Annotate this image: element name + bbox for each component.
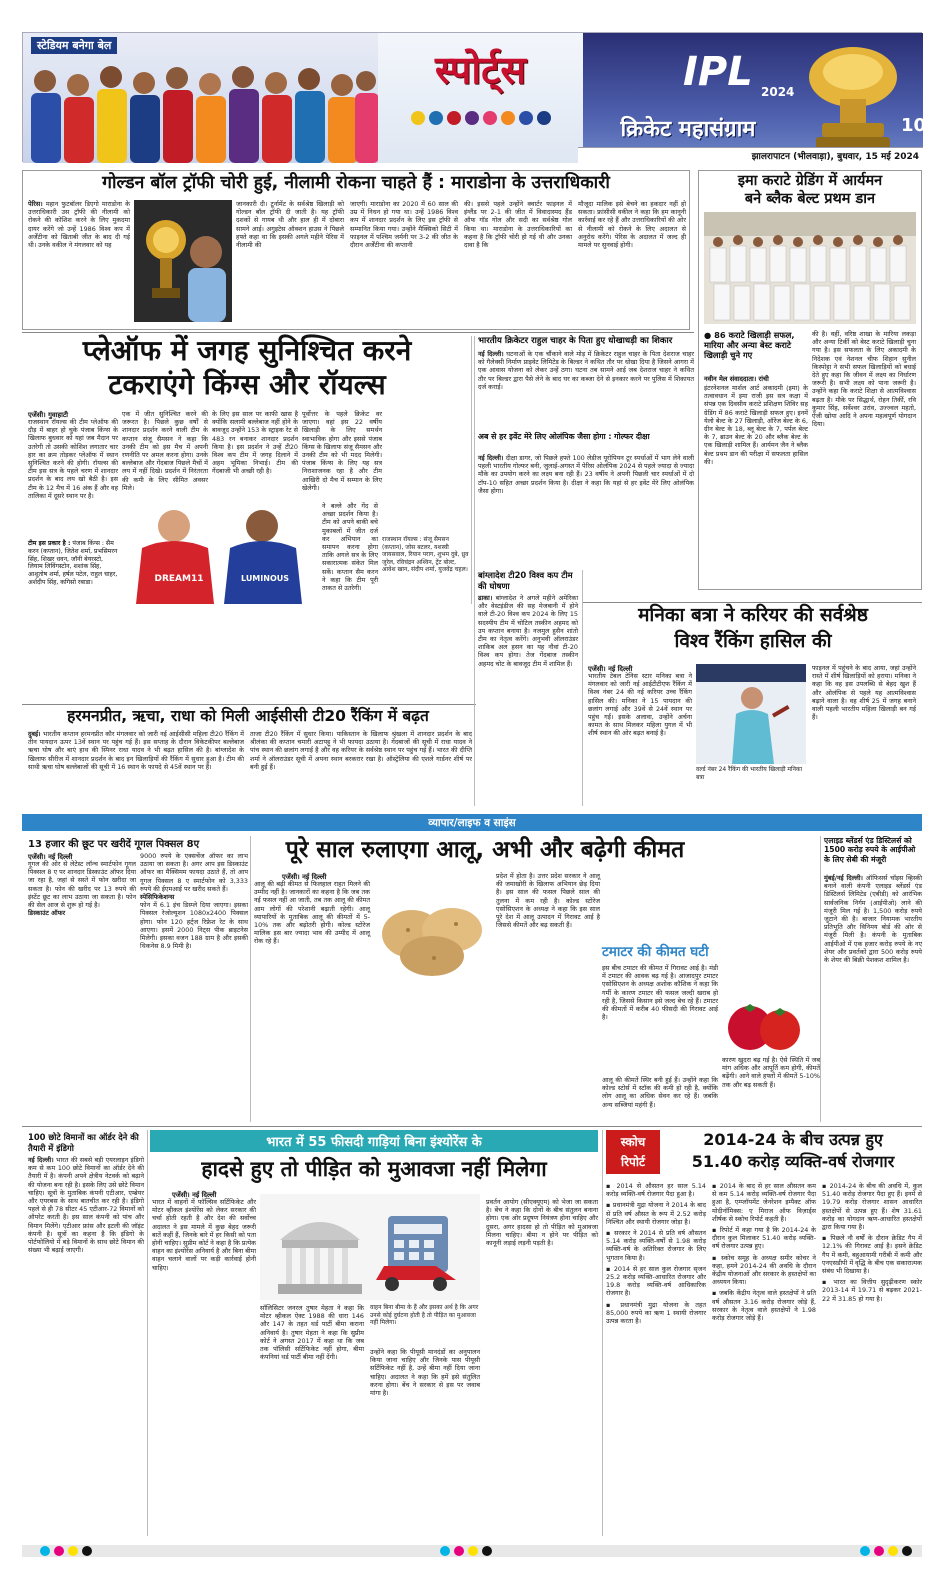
- maradona-headline: गोल्डन बॉल ट्रॉफी चोरी हुई, नीलामी रोकना चाहते हैं : माराडोना के उत्तराधिकारी: [102, 173, 610, 193]
- icc-dateline: दुबई।: [28, 730, 41, 738]
- jersey-luminous: LUMINOUS: [241, 574, 289, 583]
- scotch-c3-text: भारत का वित्तीय सुदृढ़ीकरण स्कोर 2013-14 में 19.71 से बढ़कर 2021-22 में 31.85 हो गया है।: [822, 1278, 922, 1303]
- scotch-col-1: [606, 1182, 706, 1536]
- tomato-photo: [722, 992, 806, 1054]
- scotch-c3-text: पिछले नौ वर्षों के दौरान क्रेडिट गैप में 12.1% की गिरावट आई है। इसने क्रेडिट गैप में कमी, बहुआयामी गरीबी में कमी और एनएसडीपी में वृद्धि के बीच एक सकारात्मक संबंध भी दिखाया है।: [822, 1234, 923, 1276]
- scotch-c2-text: रिपोर्ट में कहा गया है कि 2014-24 के दौरान कुल मिलाकर 51.40 करोड़ व्यक्ति-वर्ष रोजगार उत्पन्न हुए।: [712, 1226, 816, 1251]
- insurance-col-3: प्रवर्तन आयोग (सीएक्यूएम) को भेजा जा सकता है। बेंच ने कहा कि दोनों के बीच संतुलन बनाना होगा। एक ओर प्रदूषण नियंत्रण होना चाहिए और दूसरा, अगर हादसा हो तो पीड़ित को मुआवजा मिलना चाहिए। बीमा न होने पर पीड़ित को कानूनी लड़ाई लड़नी पड़ती है।: [486, 1198, 598, 1248]
- tomato-body: इस बीच टमाटर की कीमत में गिरावट आई है। मंडी में टमाटर की आवक बढ़ गई है। आजादपुर टमाटर एसोसिएशन के अध्यक्ष अशोक कौशिक ने कहा कि गर्मी के कारण टमाटर की फसल जल्दी खराब हो रही है, जिससे किसान इसे जल्द बेच रहे हैं। टमाटर की कीमतों में करीब 40 फीसदी की गिरावट आई है।: [602, 964, 718, 1022]
- scotch-c2-text: जबकि केंद्रीय नेतृत्व वाले हस्तक्षेपों ने प्रति वर्ष औसतन 3.16 करोड़ रोजगार जोड़े हैं, सरकार के नेतृत्व वाले हस्तक्षेपों ने 1.98 करोड़ रोजगार जोड़े हैं।: [712, 1289, 816, 1323]
- scotch-c1-text: 2014 से औसतन हर साल 5.14 करोड़ व्यक्ति-वर्ष रोजगार पैदा हुआ है।: [606, 1182, 706, 1199]
- insurance-banner-text: भारत में 55 फीसदी गाड़ियां बिना इंश्योरेंस के: [266, 1135, 482, 1150]
- karate-subhead: [704, 330, 808, 360]
- karate-subhead-text: 86 कराटे खिलाड़ी सफल, मारिया और अन्या बेस्ट कराटे खिलाड़ी चुने गए: [704, 330, 795, 360]
- planes-headline: 100 छोटे विमानों का ऑर्डर देने की तैयारी में इंडिगो: [28, 1132, 139, 1153]
- trophy-illustration: [788, 37, 918, 157]
- scotch-badge-2: रिपोर्ट: [621, 1155, 645, 1169]
- google-col-2: [140, 852, 248, 1068]
- registration-mark: [82, 1546, 92, 1556]
- karate-col-1: इंटरनेशनल मार्शल आर्ट अकादमी (इमा) के तत्वावधान में इमा राजी इस सत्र कक्षा में संपन्न एक दिवसीय कराटे प्रशिक्षण शिविर सह ग्रेडिंग में 86 कराटे खिलाड़ी सफल हुए। इनमें येलो बेल्ट के 27 खिलाड़ी, ऑरेंज बेल्ट के 6, ग्रीन बेल्ट के 18, ब्लू बेल्ट के 7, पर्पल बेल्ट के 7, ब्राउन बेल्ट के 20 और ब्लैक बेल्ट के एक खिलाड़ी शामिल हैं। आर्यमन जैन ने ब्लैक बेल्ट प्रथम डान की परीक्षा में सफलता हासिल की।: [704, 384, 808, 466]
- ipl-year: 2024: [761, 85, 795, 99]
- scotch-c2-item: ▪ स्कोच समूह के अध्यक्ष समीर कोचर ने कहा, हमने 2014-24 की अवधि के दौरान केंद्रीय योजनाओं और सरकार के हस्तक्षेपों का अध्ययन किया।: [712, 1253, 816, 1287]
- bangladesh-body: [478, 594, 578, 806]
- scotch-c3-item: ▪ पिछले नौ वर्षों के दौरान क्रेडिट गैप में 12.1% की गिरावट आई है। इसने क्रेडिट गैप में कमी, बहुआयामी गरीबी में कमी और एनएसडीपी में वृद्धि के बीच एक सकारात्मक संबंध भी दिखाया है।: [822, 1234, 923, 1276]
- maradona-col-4: की। इससे पहले उन्होंने क्वार्टर फाइनल में इंग्लैंड पर 2-1 की जीत में विवादास्पद हैंड ऑफ गॉड गोल और सदी का सर्वश्रेष्ठ गोल किया था। माराडोना के उत्तराधिकारियों का कहना है कि ट्रॉफी चोरी हो गई थी और उनका दावा है कि: [464, 200, 572, 250]
- bangladesh-headline: बांग्लादेश टी20 विश्व कप टीम की घोषणा: [478, 570, 573, 591]
- icc-headline: हरमनप्रीत, ऋचा, राधा को मिली आईसीसी टी20 रैंकिंग में बढ़त: [67, 707, 429, 725]
- potato-col-2: प्रदेश में होता है। उत्तर प्रदेश सरकार ने आलू की जमाखोरी के खिलाफ अभियान छेड़ दिया है। इस साल की फसल पिछले साल की तुलना में कम रही है। कोल्ड स्टोरेज एसोसिएशन के अध्यक्ष ने कहा कि इस साल पूरे देश में आलू उत्पादन में गिरावट आई है जिससे कीमतें और बढ़ सकती हैं।: [496, 872, 600, 930]
- registration-mark: [468, 1546, 478, 1556]
- deeksha-headline: अब से हर इवेंट मेरे लिए ओलंपिक जैसा होगा : गोल्फर दीक्षा: [478, 432, 650, 441]
- registration-mark: [68, 1546, 78, 1556]
- manika-headline-2: विश्व रैंकिंग हासिल की: [674, 630, 832, 652]
- ipl-panel: [583, 33, 927, 163]
- collage-caption: स्टेडियम बनेगा बेल: [31, 37, 117, 54]
- divider: [147, 1130, 148, 1536]
- manika-photo-art: [696, 664, 806, 764]
- icc-col-1: [28, 730, 244, 806]
- playoff-col-3: के लिए इस साल पर काफी खास है क्योंकि सलामी बल्लेबाज नहीं होने के बावजूद उन्होंने 153 के स्ट्राइक रेट से 483 रन बनाकर शानदार प्रदर्शन किया है। इस प्रदर्शन ने उन्हें टी20 विश्व कप टीम में जगह दिलाने में अहम भूमिका निभाई। टीम की गेंदबाजी भी अच्छी रही है।: [212, 410, 298, 476]
- maradona-col1-text: महान फुटबॉलर डिएगो माराडोना के उत्तराधिकारी उस ट्रॉफी की नीलामी को रोकने की कोशिश करने के लिए मुकदमा दायर करेंगे जो उन्हें 1986 विश्व कप में अर्जेंटीना को खिताबी जीत के बाद दी गई थी। उनके वकील ने मंगलवार को यह: [28, 200, 130, 250]
- divider: [582, 570, 583, 806]
- planes-body-text: भारत की सबसे बड़ी एयरलाइन इंडिगो कम से कम 100 छोटे विमानों का ऑर्डर देने की तैयारी में है। कंपनी अपने क्षेत्रीय नेटवर्क को बढ़ाने की योजना बना रही है। इसके लिए उसे छोटे विमान चाहिए। सूत्रों के मुताबिक कंपनी एटीआर, एम्ब्रेयर और एयरबस के साथ बातचीत कर रही है। इंडिगो पहले से ही 78 सीटर 45 एटीआर-72 विमानों को ऑपरेट करती है। इस साल कंपनी को पांच और विमान मिलेंगे। एटीआर फ्रांस और इटली की जॉइंट कंपनी है। सूत्रों का कहना है कि इंडिगो के पोर्टफोलियो में बड़े विमानों के साथ छोटे विमान की संख्या भी बढ़ाई जाएगी।: [28, 1156, 144, 1255]
- rahul-dateline: नई दिल्ली।: [478, 350, 504, 358]
- scotch-c3-item: ▪ 2014-24 के बीच की अवधि में, कुल 51.40 करोड़ रोजगार पैदा हुए हैं। इनमें से 19.79 करोड़ रोजगार शासन आधारित हस्तक्षेपों से उत्पन्न हुए हैं। शेष 31.61 करोड़ का योगदान ऋण-आधारित हस्तक्षेपों द्वारा किया गया है।: [822, 1182, 922, 1232]
- trophy-photo: [134, 200, 232, 322]
- karate-col-2: की है। वहीं, वरिष्ठ शाखा के मारिया लकड़ा और अन्या टिर्की को बेस्ट कराटे खिलाड़ी चुना गया है। इस सफलता के लिए अकादमी के निदेशक एवं नेशनल चीफ शिहान सुनील किस्पोट्टा ने सभी सफल खिलाड़ियों को बधाई देते हुए कहा कि जीवन में लक्ष्य का निर्धारण जरूरी है। सभी लक्ष्य को पाना जरूरी है। उन्होंने कहा कि कराटे शिक्षा से आत्मविश्वास बढ़ता है। मौके पर सिद्धार्थ, रोहन तिर्की, रवि कुमार सिंह, सर्वेश्वर उरांव, उज्ज्वल महतो, ऐंजी खोया आदि ने अपना महत्वपूर्ण योगदान दिया।: [812, 330, 916, 429]
- deeksha-body: [478, 454, 694, 566]
- planes-body: [28, 1156, 144, 1536]
- potato-photo: [372, 894, 492, 980]
- paper-title: स्पोर्ट्स: [434, 47, 527, 92]
- maradona-dateline: पेरिस।: [28, 200, 43, 208]
- jersey-dream11: DREAM11: [154, 574, 204, 584]
- sebi-headline: एलाइड ब्लेंडर्स एंड डिस्टिलर्स को 1500 करोड़ रुपये के आईपीओ के लिए सेबी की मंजूरी: [824, 836, 916, 864]
- playoff-teams-list: पंजाब किंग्स : सैम करन (कप्तान), जितेश शर्मा, प्रभसिमरन सिंह, शिखर धवन, जॉनी बेयरस्टो, लियाम लिविंगस्टोन, शशांक सिंह, आशुतोष शर्मा, हर्षल पटेल, राहुल चाहर, अर्शदीप सिंह, कगिसो रबाडा।: [28, 540, 118, 586]
- registration-mark: [482, 1546, 492, 1556]
- trophy-photo-art: [134, 200, 232, 322]
- scotch-c2-text: 2014 के बाद से हर साल औसतन कम से कम 5.14 करोड़ व्यक्ति-वर्ष रोजगार पैदा हुआ है, एम्प्लॉयमेंट जेनरेशन इम्पैक्ट ऑफ मोदीनॉमिक्स: ए मिराज ऑफ विज़ार्ड्स शीर्षक से स्कोच रिपोर्ट कहती है।: [712, 1182, 816, 1223]
- business-banner-label: व्यापार/लाइफ व साइंस: [428, 817, 516, 829]
- maradona-col-5: मौजूदा मालिक इसे बेचने का हकदार नहीं हो सकता। फ्रांसीसी वकील ने कहा कि हम कानूनी कार्रवाई कर रहे हैं और उत्तराधिकारियों की ओर से नीलामी को रोकने के लिए अदालत से अनुरोध करेंगे। पेरिस के अदालत में जल्द ही मामले पर सुनवाई होगी।: [578, 200, 686, 250]
- scotch-c2-item: ▪ 2014 के बाद से हर साल औसतन कम से कम 5.14 करोड़ व्यक्ति-वर्ष रोजगार पैदा हुआ है, एम्प्लॉयमेंट जेनरेशन इम्पैक्ट ऑफ मोदीनॉमिक्स: ए मिराज ऑफ विज़ार्ड्स शीर्षक से स्कोच रिपोर्ट कहती है।: [712, 1182, 816, 1223]
- bangladesh-dateline: ढाका।: [478, 594, 493, 602]
- scotch-c1-item: ▪ प्रधानमंत्री मुद्रा योजना के तहत 85,000 रुपये का ऋण 1 स्थायी रोजगार उत्पन्न करता है।: [606, 1300, 706, 1326]
- maradona-col-2: जानकारी दी। टूर्नामेंट के सर्वश्रेष्ठ खिलाड़ी को गोल्डन बॉल ट्रॉफी दी जाती है। यह ट्रॉफी दशकों से गायब थी और हाल ही में दोबारा सामने आई। अगुइटेस ऑक्शन हाउस ने पिछले हफ्ते कहा था कि इसकी अगले महीने पेरिस में नीलामी की: [236, 200, 344, 250]
- manika-dateline: एजेंसी। नई दिल्ली: [588, 665, 633, 673]
- playoff-teams: [28, 540, 118, 600]
- registration-mark: [874, 1546, 884, 1556]
- divider: [582, 602, 922, 603]
- manika-col-1: भारतीय टेबल टेनिस स्टार मनिका बत्रा ने मंगलवार को जारी नई आईटीटीएफ रैंकिंग में विश्व नंबर 24 की नई करियर उच्च रैंकिंग हासिल की। मनिका ने 15 पायदान की छलांग लगाई और 39वें से 24वें स्थान पर पहुंच गईं। इसके अलावा, उन्होंने अर्चना कामत के साथ मिलकर महिला युगल में भी शीर्ष स्थान की ओर बढ़त बनाई है।: [588, 672, 692, 738]
- tomato-illustration: [722, 992, 806, 1054]
- google-headline: 13 हजार की छूट पर खरीदें गूगल पिक्सल 8ए: [28, 839, 200, 850]
- scotch-badge-1: स्कोच: [620, 1135, 646, 1149]
- karate-dateline: नवीन मेल संवाददाता। रांची: [704, 375, 769, 383]
- registration-mark: [860, 1546, 870, 1556]
- scotch-c1-item: ▪ प्रधानमंत्री मुद्रा योजना ने 2014 के बाद से प्रति वर्ष औसत के रूप में 2.52 करोड़ निश्चित और स्थायी रोजगार जोड़ा है।: [606, 1201, 706, 1226]
- ipl-logo: IPL: [683, 49, 753, 95]
- insurance-headline: हादसे हुए तो पीड़ित को मुआवजा नहीं मिलेगा: [201, 1157, 547, 1181]
- page-number: 10: [901, 115, 927, 136]
- team-logos-strip: [388, 111, 573, 131]
- scotch-col-3: [822, 1182, 922, 1536]
- google-col3-text: फोन में 6.1 इंच डिस्प्ले दिया जाएगा। इसका पिक्सल रेजोल्यूशन 1080x2400 पिक्सल होगा। फोन 120 हर्ट्ज रिफ्रेश रेट के साथ आएगा। इसमें 2000 निट्स पीक ब्राइटनेस मिलेगी। इसका वजन 188 ग्राम है और इसकी थिकनेस 8.9 मिमी है।: [140, 901, 248, 951]
- court-car-photo: [260, 1194, 480, 1300]
- google-dateline: एजेंसी। नई दिल्ली: [28, 853, 73, 861]
- masthead-center: [378, 33, 583, 163]
- potato-illustration: [372, 894, 492, 980]
- players-collage: [23, 33, 378, 163]
- divider: [250, 836, 251, 1122]
- scotch-c1-item: ▪ 2014 से औसतन हर साल 5.14 करोड़ व्यक्ति-वर्ष रोजगार पैदा हुआ है।: [606, 1182, 706, 1199]
- scotch-c2-text: स्कोच समूह के अध्यक्ष समीर कोचर ने कहा, हमने 2014-24 की अवधि के दौरान केंद्रीय योजनाओं और सरकार के हस्तक्षेपों का अध्ययन किया।: [712, 1253, 816, 1287]
- registration-mark: [902, 1546, 912, 1556]
- subtitle: क्रिकेट महासंग्राम: [620, 117, 756, 142]
- scotch-c3-text: 2014-24 के बीच की अवधि में, कुल 51.40 करोड़ रोजगार पैदा हुए हैं। इनमें से 19.79 करोड़ रोजगार शासन आधारित हस्तक्षेपों से उत्पन्न हुए हैं। शेष 31.61 करोड़ का योगदान ऋण-आधारित हस्तक्षेपों द्वारा किया गया है।: [822, 1182, 922, 1232]
- players-photo-art: [122, 504, 318, 604]
- playoff-col-4: पूर्वोत्तर के पहले क्रिकेट वर जाएगा। वहां इस 22 वर्षीय खिलाड़ी के लिए समर्थन स्वाभाविक होगा और इससे पंजाब किंग्स के खिलाफ संजू सैमसन और उनकी टीम को भी मदद मिलेगी। पंजाब किंग्स के लिए यह सत्र निराशाजनक रहा है और टीम आखिरी दो मैच में सम्मान के लिए खेलेगी।: [302, 410, 382, 492]
- registration-mark: [454, 1546, 464, 1556]
- sebi-body: [824, 874, 922, 1120]
- divider: [22, 332, 694, 333]
- sebi-dateline: मुंबई/नई दिल्ली।: [824, 874, 863, 882]
- rahul-body-text: घटनाओं के एक चौंकाने वाले मोड़ में क्रिकेटर राहुल चाहर के पिता देशराज चाहर को गैलेक्सी निर्माण प्राइवेट लिमिटेड के बिल्डर ने कथित तौर पर धोखा दिया है जिसने आगरा में एक आवास योजना को लेकर उन्हें ठगा। घटना तब सामने आई जब देशराज चाहर ने कथित तौर पर बिल्डर द्वारा पैसे लेने के बाद घर का कब्जा देने से इनकार करने पर पुलिस में शिकायत दर्ज कराई।: [478, 350, 694, 391]
- divider: [22, 1126, 922, 1127]
- tomato-body-2: आलू की कीमतें स्थिर बनी हुई हैं। उन्होंने कहा कि कोल्ड स्टोर्स में स्टॉक की कमी हो रही है, क्योंकि लोग आलू का अधिक सेवन कर रहे हैं। जबकि अन्य सब्जियां महंगी हैं।: [602, 1076, 718, 1109]
- masthead: [22, 32, 927, 162]
- scotch-c1-item: ▪ सरकार ने 2014 से प्रति वर्ष औसतन 5.14 करोड़ व्यक्ति-वर्षों से 1.98 करोड़ व्यक्ति-वर्ष के अतिरिक्त रोजगार के लिए भुगतान किया है।: [606, 1229, 706, 1262]
- newspaper-page: [22, 32, 927, 1537]
- insurance-col-1: भारत में वाहनों में फॉल्सिव सर्टिफिकेट और मोटर व्हीकल इंश्योरेंस को लेकर सरकार की चर्चा होती रहती है और देश की सर्वोच्च अदालत ने इस मामले में कुछ बेहद जरूरी बातें कहीं हैं, जिनके बारे में हर किसी को पता होनी चाहिए। सुप्रीम कोर्ट ने कहा है कि प्रत्येक वाहन का इंश्योरेंस अनिवार्य है और बिना बीमा वाहन चलाने वालों पर कड़ी कार्रवाई होनी चाहिए।: [152, 1198, 256, 1272]
- planes-dateline: नई दिल्ली।: [28, 1156, 54, 1164]
- insurance-col-4: उन्होंने कहा कि पीयूसी मानदंडों का अनुपालन किया जाना चाहिए और जिनके पास पीयूसी सर्टिफिकेट नहीं है, उन्हें बीमा नहीं दिया जाना चाहिए। अदालत ने कहा कि हमें इसे संतुलित करना होगा। बेंच ने सरकार से इस पर जवाब मांगा है।: [370, 1348, 480, 1398]
- maradona-col-1: [28, 200, 130, 326]
- scotch-c2-item: ▪ जबकि केंद्रीय नेतृत्व वाले हस्तक्षेपों ने प्रति वर्ष औसतन 3.16 करोड़ रोजगार जोड़े हैं, सरकार के नेतृत्व वाले हस्तक्षेपों ने 1.98 करोड़ रोजगार जोड़े हैं।: [712, 1289, 816, 1323]
- divider: [474, 336, 475, 806]
- court-car-illustration: [260, 1194, 480, 1300]
- insurance-photo-caption: वाहन बिना बीमा के हैं और इसका अर्थ है कि अगर उनसे कोई दुर्घटना होती है तो पीड़ित का मुआवजा नहीं मिलेगा।: [370, 1304, 479, 1326]
- google-col2-text: 9000 रुपये के एक्सचेंज ऑफर का लाभ उठाया जा सकता है। अगर आप इस डिस्काउंट ऑफर का मैक्सिमम फायदा उठाते हैं, तो आप गूगल पिक्सल 8 ए स्मार्टफोन को 3,333 रुपये की ईएमआई पर खरीद सकते हैं।: [140, 852, 248, 893]
- registration-mark: [440, 1546, 450, 1556]
- google-sub-discount: डिस्काउंट ऑफर: [28, 909, 66, 918]
- deeksha-body-text: दीक्षा डागर, जो पिछले हफ्ते 100 लेडीज यूरोपियन टूर स्पर्धाओं में भाग लेने वाली पहली भारतीय गोल्फर बनी, जुलाई-अगस्त में पेरिस ओलंपिक 2024 से पहले ज्यादा से ज्यादा मौके का उपयोग करने का लक्ष्य बना रही हैं। 23 वर्षीय ने अपनी पिछली चार स्पर्धाओं में दो टॉप-10 सहित अच्छा प्रदर्शन किया है। दीक्षा ने कहा कि यहां से हर इवेंट मेरे लिए ओलंपिक जैसा होगा।: [478, 454, 694, 495]
- scotch-headline-2: 51.40 करोड़ व्यक्ति-वर्ष रोजगार: [691, 1152, 895, 1171]
- karate-headline-2: बने ब्लैक बेल्ट प्रथम डान: [744, 191, 876, 207]
- registration-mark: [54, 1546, 64, 1556]
- registration-mark: [888, 1546, 898, 1556]
- deeksha-dateline: नई दिल्ली।: [478, 454, 504, 462]
- scotch-c1-text: प्रधानमंत्री मुद्रा योजना के तहत 85,000 रुपये का ऋण 1 स्थायी रोजगार उत्पन्न करता है।: [606, 1300, 706, 1326]
- scotch-headline-1: 2014-24 के बीच उत्पन्न हुए: [703, 1130, 883, 1149]
- karate-headline-1: इमा कराटे ग्रेडिंग में आर्यमन: [737, 173, 883, 189]
- manika-headline-1: मनिका बत्रा ने करियर की सर्वश्रेष्ठ: [638, 604, 868, 626]
- google-sub-specs: स्पेसिफिकेशन्स: [140, 893, 175, 902]
- scotch-c1-text: 2014 से हर साल कुल रोजगार सृजन 25.2 करोड़ व्यक्ति-आधारित रोजगार और 19.8 करोड़ व्यक्ति-वर्ष आधिकारिक रोजगार है।: [606, 1264, 706, 1298]
- karate-photo-art: [704, 212, 916, 324]
- tomato-headline: टमाटर की कीमत घटी: [602, 944, 709, 960]
- scotch-c1-text: सरकार ने 2014 से प्रति वर्ष औसतन 5.14 करोड़ व्यक्ति-वर्षों से 1.98 करोड़ व्यक्ति-वर्ष के अतिरिक्त रोजगार के लिए भुगतान किया है।: [606, 1229, 706, 1262]
- scotch-c2-item: ▪ रिपोर्ट में कहा गया है कि 2014-24 के दौरान कुल मिलाकर 51.40 करोड़ व्यक्ति-वर्ष रोजगार उत्पन्न हुए।: [712, 1226, 816, 1251]
- playoff-col-1: राजस्थान रॉयल्स की टीम प्लेऑफ की दौड़ में बाहर हो चुके पंजाब किंग्स के खिलाफ बुधवार को यहां जब मैदान पर उतरेगी तो उसकी कोशिश लगातार चार हार का क्रम तोड़कर प्लेऑफ में स्थान सुनिश्चित करने की होगी। रॉयल्स की टीम इस सत्र के पहले चरण में शानदार प्रदर्शन के बाद लय खो बैठी है। इस टीम के 12 मैच में 16 अंक हैं और वह तालिका में दूसरे स्थान पर है।: [28, 418, 118, 500]
- rahul-body: [478, 350, 694, 430]
- manika-photo-caption: वर्ल्ड नंबर 24 रैंकिंग की भारतीय खिलाड़ी मनिका बत्रा: [696, 766, 803, 781]
- players-photo: [122, 504, 318, 604]
- registration-mark: [40, 1546, 50, 1556]
- google-col-1: [28, 860, 136, 1068]
- sebi-body-text: ऑफिसर्स चॉइस व्हिस्की बनाने वाली कंपनी एलाइड ब्लेंडर्स एंड डिस्टिलर्स लिमिटेड (एबीडी) को आरंभिक सार्वजनिक निर्गम (आईपीओ) लाने की मंजूरी मिल गई है। 1,500 करोड़ रुपये जुटाने की है। बाजार नियामक भारतीय प्रतिभूति और विनिमय बोर्ड की ओर से मंजूरी मिली है। कंपनी के मुताबिक आईपीओ में एक हजार करोड़ रुपये के नए शेयर और प्रवर्तकों द्वारा 500 करोड़ रुपये के शेयर की बिक्री पेशकश शामिल है।: [824, 874, 922, 965]
- potato-dateline: एजेंसी। नई दिल्ली: [282, 873, 327, 881]
- karate-bullet-icon: ●: [704, 330, 712, 340]
- playoff-col-2: एक में जीत सुनिश्चित करने की जरूरत है। पिछले कुछ वर्षों से शानदार प्रदर्शन करने वाली टीम के कप्तान संजू सैमसन ने कहा कि उनकी टीम को इस मैच में अपनी रणनीति पर अमल करना होगा। उनके बल्लेबाज और गेंदबाज पिछले मैचों में लय में नहीं दिखे। प्रदर्शन में निरंतरता की कमी के लिए सीमित अवसर मिले।: [122, 410, 208, 492]
- scotch-col-2: [712, 1182, 816, 1536]
- icc-col-2: ताजा टी20 रैंकिंग में सुधार किया। पाकिस्तान के खिलाफ श्रृंखला में शानदार प्रदर्शन के बाद श्रीलंका की कप्तान चमारी अटापट्टू ने भी फायदा उठाया है। गेंदबाजों की सूची में राधा यादव ने पांच स्थान की छलांग लगाई है और वह करियर के सर्वश्रेष्ठ स्थान पर पहुंच गई हैं। भारत की दीप्ति शर्मा ने ऑलराउंडर सूची में अपना स्थान बरकरार रखा है। ऑस्ट्रेलिया की एशले गार्डनर शीर्ष पर बनी हुई हैं।: [250, 730, 472, 771]
- players-photo-caption: राजस्थान रॉयल्स : संजू सैमसन (कप्तान), जोस बटलर, यशस्वी जायसवाल, रियान पराग, शुभम दुबे, ध्रुव जुरेल, रविचंद्रन अश्विन, ट्रेंट बोल्ट, आवेश खान, संदीप शर्मा, युजवेंद्र चहल।: [382, 536, 469, 573]
- divider: [820, 836, 821, 1122]
- maradona-col-3: जाएगी। माराडोना का 2020 में 60 साल की उम्र में निधन हो गया था। उन्हें 1986 विश्व कप में शानदार प्रदर्शन के लिए इस ट्रॉफी से सम्मानित किया गया। उन्होंने मैक्सिको सिटी में फाइनल में पश्चिम जर्मनी पर 3-2 की जीत के दौरान अर्जेंटीना की कप्तानी: [350, 200, 458, 250]
- tomato-body-3: कारण खुदरा बढ़ गई है। ऐसे स्थिति में जब मांग अधिक और आपूर्ति कम होगी, कीमतें बढ़ेंगी। आने वाले हफ्तों में कीमतें 5-10% तक और बढ़ सकती हैं।: [722, 1056, 820, 1089]
- karate-group-photo: [704, 212, 916, 324]
- manika-col-2: फाइनल में पहुंचने के बाद आया, जहां उन्होंने रास्ते में शीर्ष खिलाड़ियों को हराया। मनिका ने कहा कि वह इस उपलब्धि से बेहद खुश हैं और ओलंपिक से पहले यह आत्मविश्वास बढ़ाने वाला है। वह शीर्ष 25 में जगह बनाने वाली पहली भारतीय महिला खिलाड़ी बन गई हैं।: [812, 664, 916, 722]
- scotch-c3-item: ▪ भारत का वित्तीय सुदृढ़ीकरण स्कोर 2013-14 में 19.71 से बढ़कर 2021-22 में 31.85 हो गया है।: [822, 1278, 922, 1303]
- insurance-col-2: सॉलिसिटर जनरल तुषार मेहता ने कहा कि मोटर व्हीकल ऐक्ट 1988 की धारा 146 और 147 के तहत थर्ड पार्टी बीमा कराना अनिवार्य है। तुषार मेहता ने कहा कि सुप्रीम कोर्ट ने अगस्त 2017 में कहा था कि जब तक पॉलिसी सर्टिफिकेट नहीं होगा, बीमा कंपनियां थर्ड पार्टी बीमा नहीं देंगी।: [260, 1304, 364, 1362]
- dateline: झालरापाटन (भीलवाड़ा), बुधवार, 15 मई 2024: [751, 152, 919, 162]
- playoff-teams-label: टीम इस प्रकार है :: [28, 540, 71, 547]
- playoff-headline-2: टकराएंगे किंग्स और रॉयल्स: [108, 368, 386, 401]
- playoff-col-5: ने बल्ले और गेंद से अच्छा प्रदर्शन किया है। टीम को अपने बाकी बचे मुकाबलों में जीत दर्ज कर अभियान का समापन करना होगा ताकि अगले सत्र के लिए सकारात्मक संकेत मिल सकें। कप्तान सैम करन ने कहा कि टीम पूरी ताकत से उतरेगी।: [322, 502, 378, 593]
- scotch-c1-item: ▪ 2014 से हर साल कुल रोजगार सृजन 25.2 करोड़ व्यक्ति-आधारित रोजगार और 19.8 करोड़ व्यक्ति-वर्ष आधिकारिक रोजगार है।: [606, 1264, 706, 1298]
- playoff-dateline: एजेंसी। गुवाहाटी: [28, 411, 69, 419]
- players-illustration: [23, 33, 378, 163]
- rahul-headline: भारतीय क्रिकेटर राहुल चाहर के पिता हुए धोखाधड़ी का शिकार: [478, 336, 673, 346]
- divider: [602, 1130, 603, 1536]
- manika-photo: [696, 664, 806, 764]
- playoff-headline-1: प्लेऑफ में जगह सुनिश्चित करने: [82, 334, 412, 367]
- potato-col-1: आलू की बढ़ी कीमत से फिलहाल राहत मिलने की उम्मीद नहीं है। जानकारों का कहना है कि जब तक नई फसल नहीं आ जाती, तब तक आलू की कीमत आम लोगों की परेशानी बढ़ाती रहेगी। आलू व्यापारियों के मुताबिक आलू की कीमतों में 5-10% तक और बढ़ोतरी होगी। कोल्ड स्टोरेज मालिक इस बार ज्यादा भाव की उम्मीद में आलू रोक रहे हैं।: [254, 880, 370, 946]
- icc-col1-text: भारतीय कप्तान हरमनप्रीत कौर मंगलवार को जारी नई आईसीसी महिला टी20 रैंकिंग में तीन पायदान ऊपर 13वें स्थान पर पहुंच गई हैं। इस सप्ताह के दौरान विकेटकीपर बल्लेबाज ऋचा घोष और बाएं हाथ की स्पिनर राधा यादव ने भी बढ़त हासिल की है। बांग्लादेश के खिलाफ सीरीज में शानदार प्रदर्शन के बाद इन खिलाड़ियों की रैंकिंग में सुधार हुआ है। टीम की साथी ऋचा घोष बल्लेबाजों की सूची में 16 स्थान के फायदे से 45वें स्थान पर हैं।: [28, 730, 244, 771]
- bangladesh-body-text: बांग्लादेश ने अगले महीने अमेरिका और वेस्टइंडीज की सह मेजबानी में होने वाले टी-20 विश्व कप 2024 के लिए 15 सदस्यीय टीम में चोटिल तस्कीन अहमद को उप कप्तान बनाया है। नजमुल हुसैन शांतो टीम का नेतृत्व करेंगे। अनुभवी ऑलराउंडर शाकिब अल हसन का यह नौवां टी-20 विश्व कप होगा। तेज गेंदबाज तस्कीन अहमद चोट के बावजूद टीम में शामिल हैं।: [478, 594, 578, 668]
- divider: [22, 704, 476, 705]
- google-col1-text: गूगल की ओर से लेटेस्ट लॉन्च स्मार्टफोन गूगल पिक्सल 8 ए पर शानदार डिस्काउंट ऑफर दिया जा रहा है, जहां से सस्ते में फोन खरीदा जा सकता है। फोन की खरीद पर 13 रुपये की इंस्टेंट छूट का लाभ उठाया जा सकता है। फोन की सेल आज से शुरू हो गई है।: [28, 860, 136, 910]
- potato-headline: पूरे साल रुलाएगा आलू, अभी और बढ़ेगी कीमत: [285, 837, 685, 863]
- insurance-dateline: एजेंसी। नई दिल्ली: [172, 1191, 217, 1199]
- scotch-c1-text: प्रधानमंत्री मुद्रा योजना ने 2014 के बाद से प्रति वर्ष औसत के रूप में 2.52 करोड़ निश्चित और स्थायी रोजगार जोड़ा है।: [606, 1201, 706, 1226]
